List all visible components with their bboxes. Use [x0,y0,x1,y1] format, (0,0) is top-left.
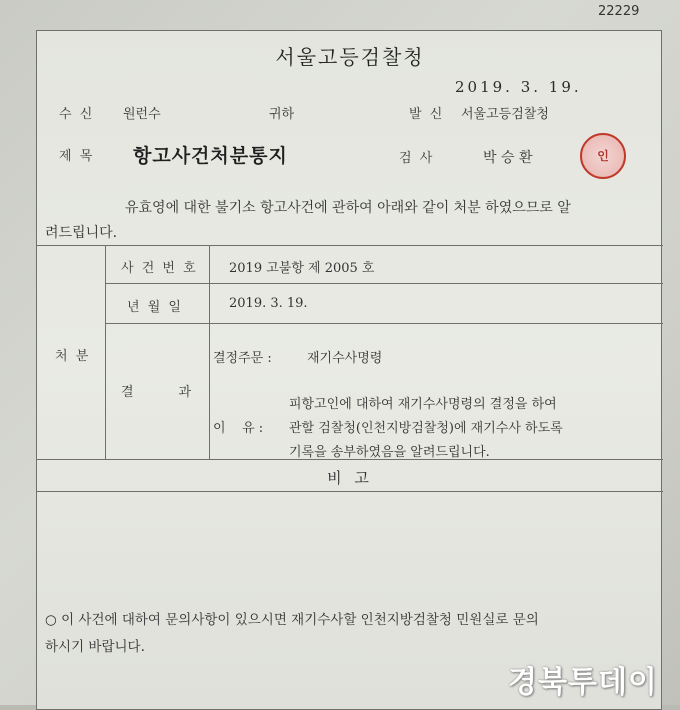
remarks-line-2: 하시기 바랍니다. [45,639,145,655]
recipient-label: 수 신 [59,107,95,122]
subject-title: 항고사건처분통지 [133,145,288,167]
recipient-name: 원런수 [123,107,161,122]
row-divider-1 [105,283,663,284]
row-divider-2 [105,323,663,324]
date-label: 년 월 일 [127,300,183,315]
publisher-watermark: 경북투데이 [508,665,658,700]
date-value: 2019. 3. 19. [229,296,308,311]
notice-paper [36,30,662,710]
subject-label: 제 목 [59,149,95,164]
reason-line-1: 피항고인에 대하여 재기수사명령의 결정을 하여 [289,397,557,412]
case-number-value: 2019 고불항 제 2005 호 [229,261,375,276]
table-top-border [37,245,663,246]
intro-line-1: 유효영에 대한 불기소 항고사건에 관하여 아래와 같이 처분 하였으므로 알 [125,200,571,216]
document-number: 22229 [598,4,640,19]
sender-name: 서울고등검찰청 [461,107,549,122]
official-seal [580,133,626,179]
prosecutor-label: 검 사 [399,151,435,166]
reason-line-3: 기록을 송부하였음을 알려드립니다. [289,445,490,460]
prosecutor-name: 박 승 환 [483,150,533,166]
agency-title: 서울고등검찰청 [275,45,425,69]
issue-date: 2019. 3. 19. [455,78,582,96]
reason-line-2: 관할 검찰청(인천지방검찰청)에 재기수사 하도록 [289,421,563,436]
result-label: 결 과 [121,385,194,400]
col-divider-2 [209,245,210,459]
decision-label: 결정주문 : [213,351,272,366]
remarks-header-border [37,491,663,492]
sender-label: 발 신 [409,107,445,122]
reason-label: 이 유 : [213,421,264,436]
col-divider-1 [105,245,106,459]
remarks-label: 비 고 [327,469,373,487]
case-number-label: 사 건 번 호 [121,261,198,276]
recipient-honorific: 귀하 [269,107,295,122]
seal-text: 인 [597,149,609,163]
remarks-line-1: ○ 이 사건에 대하여 문의사항이 있으시면 재기수사할 인천지방검찰청 민원실로 문의 [45,612,539,628]
disposition-label: 처 분 [55,349,91,364]
intro-line-2: 려드립니다. [45,225,118,241]
decision-value: 재기수사명령 [307,351,383,366]
